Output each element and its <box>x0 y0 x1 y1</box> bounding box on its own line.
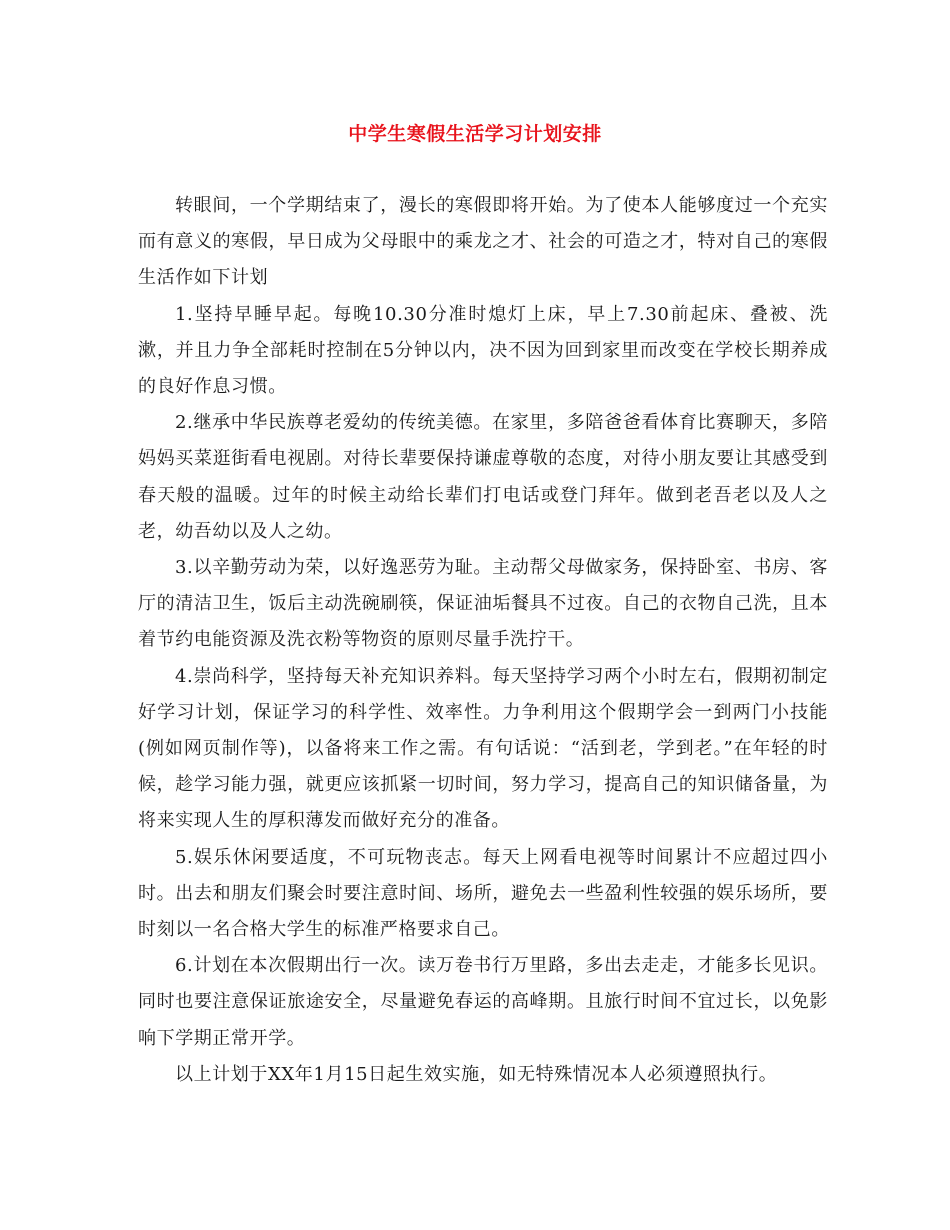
plan-item-4: 4.崇尚科学，坚持每天补充知识养料。每天坚持学习两个小时左右，假期初制定好学习计划，保证学习的科学性、效率性。力争利用这个假期学会一到两门小技能(例如网页制作等)，以备将来工作之需。有句话说：“活到老，学到老。”在年轻的时候，趁学习能力强，就更应该抓紧一切时间，努力学习，提高自己的知识储备量，为将来实现人生的厚积薄发而做好充分的准备。 <box>138 665 828 832</box>
document-body <box>138 188 828 1093</box>
plan-item-6: 6.计划在本次假期出行一次。读万卷书行万里路，多出去走走，才能多长见识。同时也要注意保证旅途安全，尽量避免春运的高峰期。且旅行时间不宜过长，以免影响下学期正常开学。 <box>138 955 828 1049</box>
document-title: 中学生寒假生活学习计划安排 <box>348 123 602 145</box>
intro-paragraph: 转眼间，一个学期结束了，漫长的寒假即将开始。为了使本人能够度过一个充实而有意义的寒假，早日成为父母眼中的乘龙之才、社会的可造之才，特对自己的寒假生活作如下计划 <box>138 195 828 289</box>
plan-item-5: 5.娱乐休闲要适度，不可玩物丧志。每天上网看电视等时间累计不应超过四小时。出去和朋友们聚会时要注意时间、场所，避免去一些盈利性较强的娱乐场所，要时刻以一名合格大学生的标准严格要求自己。 <box>138 846 828 941</box>
plan-item-1: 1.坚持早睡早起。每晚10.30分准时熄灯上床，早上7.30前起床、叠被、洗漱，并且力争全部耗时控制在5分钟以内，决不因为回到家里而改变在学校长期养成的良好作息习惯。 <box>138 303 828 398</box>
plan-item-3: 3.以辛勤劳动为荣，以好逸恶劳为耻。主动帮父母做家务，保持卧室、书房、客厅的清洁卫生，饭后主动洗碗刷筷，保证油垢餐具不过夜。自己的衣物自己洗，且本着节约电能资源及洗衣粉等物资的原则尽量手洗拧干。 <box>138 557 828 651</box>
closing-paragraph: 以上计划于XX年1月15日起生效实施，如无特殊情况本人必须遵照执行。 <box>175 1063 778 1085</box>
plan-item-2: 2.继承中华民族尊老爱幼的传统美德。在家里，多陪爸爸看体育比赛聊天，多陪妈妈买菜逛街看电视剧。对待长辈要保持谦虚尊敬的态度，对待小朋友要让其感受到春天般的温暖。过年的时候主动给长辈们打电话或登门拜年。做到老吾老以及人之老，幼吾幼以及人之幼。 <box>138 412 828 542</box>
